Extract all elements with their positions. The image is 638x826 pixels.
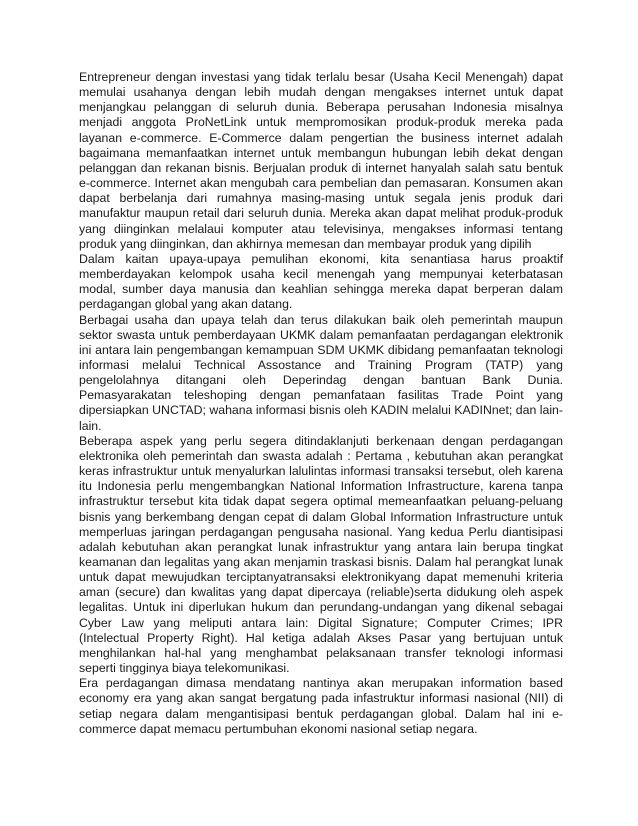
paragraph-pemberdayaan-ukmk: Berbagai usaha dan upaya telah dan terus dilakukan baik oleh pemerintah maupun sektor swasta untuk pemberdayaan UKMK dalam pemanfaatan perdagangan elektronik ini antara lain pengembangan kemampuan SDM UKMK dibidang pemanfaatan teknologi informasi melalui Technical Assostance and Training Program (TATP) yang pengelolahnya ditangani oleh Deperindag dengan bantuan Bank Dunia. Pemasyarakatan teleshoping dengan pemanfataan fasilitas Trade Point yang dipersiapkan UNCTAD; wahana informasi bisnis oleh KADIN melalui KADINnet; dan lain-lain.: [79, 312, 563, 433]
paragraph-ukm-ecommerce: Entrepreneur dengan investasi yang tidak terlalu besar (Usaha Kecil Menengah) dapat memulai usahanya dengan lebih mudah dengan mengakses internet untuk dapat menjangkau pelanggan di seluruh dunia. Beberapa perusahan Indonesia misalnya menjadi anggota ProNetLink untuk mempromosikan produk-produk mereka pada layanan e-commerce. E-Commerce dalam pengertian the business internet adalah bagaimana memanfaatkan internet untuk membangun hubungan lebih dekat dengan pelanggan dan rekanan bisnis. Berjualan produk di internet hanyalah salah satu bentuk e-commerce. Internet akan mengubah cara pembelian dan pemasaran. Konsumen akan dapat berbelanja dari rumahnya masing-masing untuk segala jenis produk dari manufaktur maupun retail dari seluruh dunia. Mereka akan dapat melihat produk-produk yang diinginkan melalaui komputer atau televisinya, mengakses informasi tentang produk yang diinginkan, dan akhirnya memesan dan membayar produk yang dipilih: [79, 70, 563, 251]
paragraph-information-based-economy: Era perdagangan dimasa mendatang nantinya akan merupakan information based economy era yang akan sangat bergatung pada infastruktur informasi nasional (NII) di setiap negara dalam mengantisipasi bentuk perdagangan global. Dalam hal ini e-commerce dapat memacu pertumbuhan ekonomi nasional setiap negara.: [79, 676, 563, 736]
paragraph-pemulihan-ekonomi: Dalam kaitan upaya-upaya pemulihan ekonomi, kita senantiasa harus proaktif memberdayakan kelompok usaha kecil menengah yang mempunyai keterbatasan modal, sumber daya manusia dan keahlian sehingga mereka dapat berperan dalam perdagangan global yang akan datang.: [79, 251, 563, 312]
paragraph-aspek-perdagangan-elektronika: Beberapa aspek yang perlu segera ditindaklanjuti berkenaan dengan perdagangan elektronika oleh pemerintah dan swasta adalah : Pertama , kebutuhan akan perangkat keras infrastruktur untuk menyalurkan lalulintas informasi transaksi tersebut, oleh karena itu Indonesia perlu mengembangkan National Information Infrastructure, karena tanpa infrastruktur tersebut kita tidak dapat segera optimal memeanfaatkan peluang-peluang bisnis yang berkembang dengan cepat di dalam Global Information Infrastructure untuk memperluas jaringan perdagangan pengusaha nasional. Yang kedua Perlu diantisipasi adalah kebutuhan akan perangkat lunak infrastruktur yang antara lain berupa tingkat keamanan dan legalitas yang akan menjamin traskasi bisnis. Dalam hal perangkat lunak untuk dapat mewujudkan terciptanyatransaksi elektronikyang dapat memenuhi kriteria aman (secure) dan kwalitas yang dapat dipercaya (reliable)serta didukung oleh aspek legalitas. Untuk ini diperlukan hukum dan perundang-undangan yang dikenal sebagai Cyber Law yang meliputi antara lain: Digital Signature; Computer Crimes; IPR (Intelectual Property Right). Hal ketiga adalah Akses Pasar yang bertujuan untuk menghilankan hal-hal yang menghambat pelaksanaan transfer teknologi informasi seperti tingginya biaya telekomunikasi.: [79, 433, 563, 676]
document-body: [79, 70, 563, 737]
